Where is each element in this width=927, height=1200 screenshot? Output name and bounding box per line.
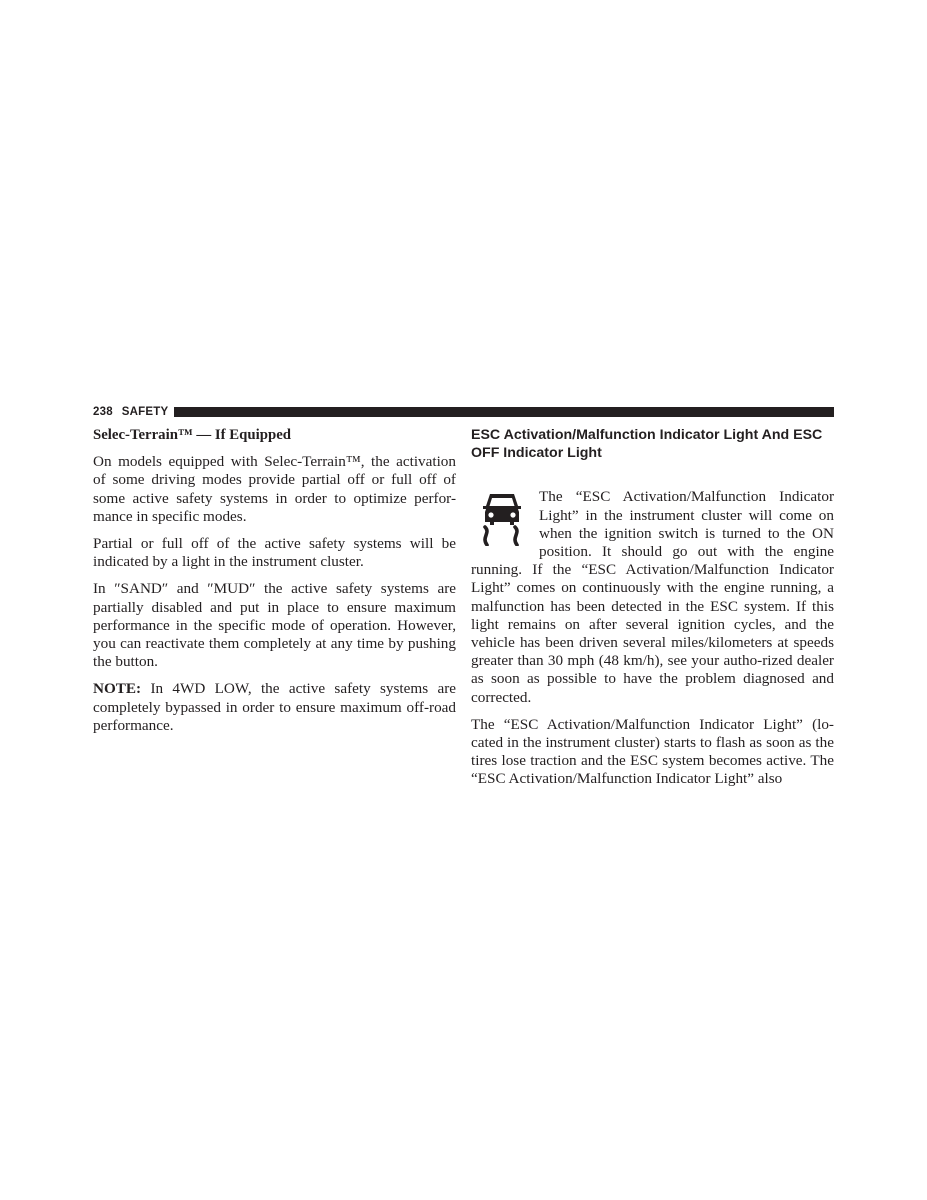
page-header — [93, 405, 834, 419]
section-name: SAFETY — [121, 406, 169, 418]
note-label: NOTE: — [93, 680, 142, 698]
header-rule — [174, 407, 834, 417]
note-paragraph — [93, 680, 456, 735]
paragraph: Partial or full off of the active safety systems will be indicated by a light in the instrument cluster. — [93, 535, 456, 571]
paragraph: In ″SAND″ and ″MUD″ the active safety systems are partially disabled and put in place to ensure maximum performance in the specific mode of operation. However, you can reactivate them completely at any time by pushing the button. — [93, 580, 456, 671]
paragraph: The “ESC Activation/Malfunction Indicator Light” (lo-cated in the instrument cluster) starts to flash as soon as the tires lose traction and the ESC system becomes active. The “ESC Activation/Malfunction Indicator Light” also — [471, 715, 834, 788]
right-column — [471, 426, 834, 798]
esc-skidding-car-icon — [477, 490, 527, 546]
esc-section-heading: ESC Activation/Malfunction Indicator Light And ESC OFF Indicator Light — [471, 427, 823, 462]
page-number: 238 — [93, 406, 113, 418]
selec-terrain-subheading: Selec-Terrain™ — If Equipped — [93, 427, 291, 443]
left-column — [93, 426, 456, 744]
paragraph: On models equipped with Selec-Terrain™, the activation of some driving modes provide partial off or full off of some active safety systems in order to optimize perfor-mance in specific modes. — [93, 453, 456, 525]
paragraph: The “ESC Activation/Malfunction Indicator Light” in the instrument cluster will come on when the ignition switch is turned to the ON position. It should go out with the engine running. If the “ESC Activation/Malfunction Indicator Light” comes on continuously with the engine running, a malfunction has been detected in the ESC system. If this light remains on after several ignition cycles, and the vehicle has been driven several miles/kilometers at speeds greater than 30 mph (48 km/h), see your autho-rized dealer as soon as possible to have the problem diagnosed and corrected. — [471, 488, 834, 706]
note-text: In 4WD LOW, the active safety systems are completely bypassed in order to ensure maximum off-road performance. — [93, 680, 456, 734]
